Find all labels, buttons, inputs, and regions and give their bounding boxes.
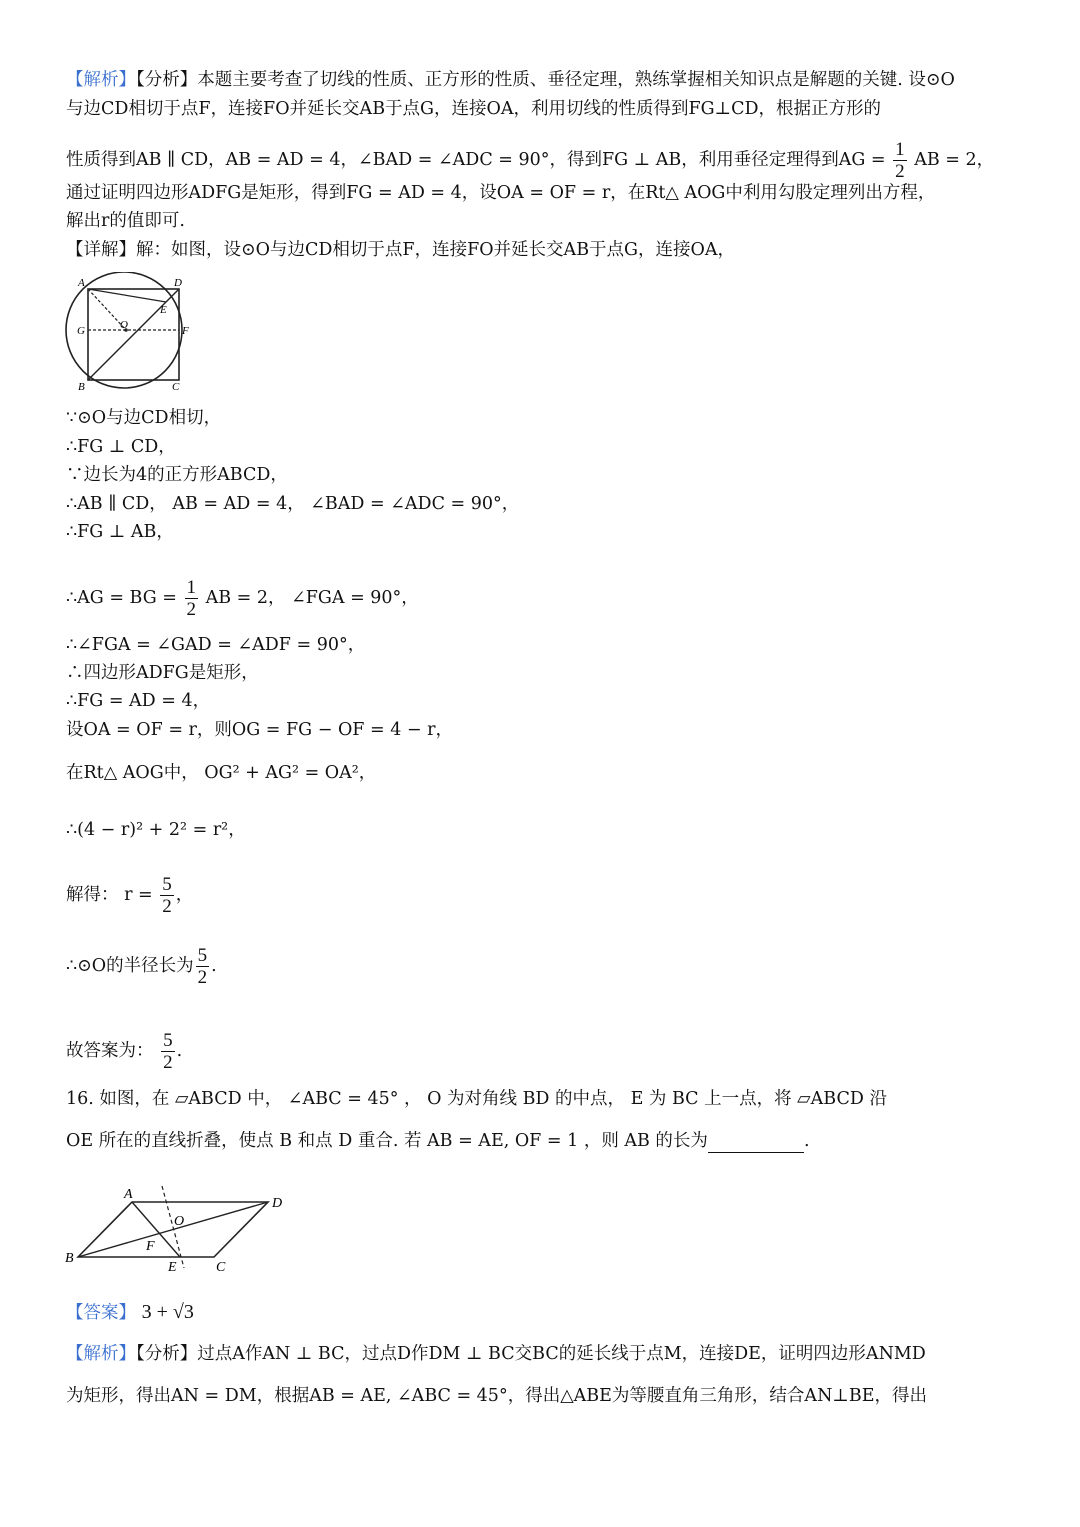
step-14-pre: ∴⊙O的半径长为 [66,956,194,976]
step-12: ∴(4 − r)² + 2² = r²， [66,820,246,840]
label-A: A [78,277,85,289]
answer-16 [66,1300,194,1325]
analysis-label: 【分析】 [136,1344,198,1364]
label-C: C [216,1260,226,1275]
segment-ae [88,289,166,302]
fraction-den: 2 [895,161,905,182]
question-16-end: . [803,1131,810,1151]
answer-tag: 【答案】 [66,1303,136,1323]
step-2: ∴FG ⊥ CD， [66,437,176,457]
analysis-line-4: 通过证明四边形ADFG是矩形，得到FG = AD = 4，设OA = OF = r，在Rt△ AOG中利用勾股定理列出方程， [66,183,936,203]
analysis-text-3-tail: AB = 2， [914,150,995,170]
fraction-num: 1 [895,139,905,160]
detail-text: 解：如图，设⊙O与边CD相切于点F，连接FO并延长交AB于点G，连接OA， [136,240,736,260]
analysis-label: 【分析】 [136,70,198,90]
step-8: ∴四边形ADFG是矩形， [66,663,259,683]
detail-tag: 【详解】 [66,240,136,260]
question-16-line-2 [66,1129,810,1153]
fraction-half-2 [185,577,199,620]
fraction-five-halves [160,874,174,917]
analysis-text-1: 本题主要考查了切线的性质、正方形的性质、垂径定理，熟练掌握相关知识点是解题的关键. 设⊙O [197,70,955,90]
detail-line [66,238,735,262]
analysis-line-1 [66,68,955,92]
analysis-tag: 【解析】 [66,70,136,90]
question-16-text: OE 所在的直线折叠，使点 B 和点 D 重合. 若 AB = AE, OF = 1 ，则 AB 的长为 [66,1131,708,1151]
fraction-five-halves-3 [161,1030,175,1073]
step-5: ∴FG ⊥ AB， [66,522,174,542]
figure-parallelogram [60,1182,300,1276]
fraction-num: 1 [186,577,197,598]
label-G: G [77,325,85,337]
step-14-tail: . [211,956,217,976]
step-14 [66,945,217,988]
step-13-tail: ， [175,885,194,905]
analysis-16-text-1: 过点A作AN ⊥ BC，过点D作DM ⊥ BC交BC的延长线于点M，连接DE，证明四边形ANMD [197,1344,926,1364]
step-6-pre: ∴AG = BG = [66,588,177,608]
step-10: 设OA = OF = r，则OG = FG − OF = 4 − r， [66,720,454,740]
step-13-pre: 解得： r = [66,885,153,905]
step-6 [66,577,419,620]
analysis-line-3 [66,139,994,182]
step-7: ∴∠FGA = ∠GAD = ∠ADF = 90°， [66,635,366,655]
analysis-line-2: 与边CD相切于点F，连接FO并延长交AB于点G，连接OA，利用切线的性质得到FG⊥CD，根据正方形的 [66,99,882,119]
analysis-16-line-1 [66,1342,926,1366]
fraction-den: 2 [163,1052,173,1073]
diagonal-bd [88,289,179,380]
analysis-16-line-2: 为矩形，得出AN = DM，根据AB = AE, ∠ABC = 45°，得出△ABE为等腰直角三角形，结合AN⊥BE，得出 [66,1386,927,1406]
analysis-text-3: 性质得到AB ∥ CD，AB = AD = 4，∠BAD = ∠ADC = 90°，得到FG ⊥ AB，利用垂径定理得到AG = [66,150,886,170]
label-O: O [120,319,128,331]
final-answer-pre: 故答案为： [66,1041,154,1061]
label-D: D [174,277,182,289]
label-E: E [160,304,167,316]
final-answer-tail: . [176,1041,183,1061]
analysis-line-5: 解出r的值即可. [66,211,185,231]
step-6-tail: AB = 2， ∠FGA = 90°， [205,588,419,608]
label-F: F [146,1239,155,1254]
final-answer-15 [66,1030,182,1073]
label-B: B [78,381,85,393]
label-C: C [172,381,180,393]
fraction-den: 2 [197,967,208,988]
analysis-tag: 【解析】 [66,1344,136,1364]
fraction-num: 5 [162,874,172,895]
step-4: ∴AB ∥ CD， AB = AD = 4， ∠BAD = ∠ADC = 90°， [66,494,520,514]
step-9: ∴FG = AD = 4， [66,691,211,711]
label-E: E [168,1260,177,1275]
label-O: O [174,1214,185,1229]
question-16-line-1: 16. 如图，在 ▱ABCD 中， ∠ABC = 45° ， O 为对角线 BD 的中点， E 为 BC 上一点，将 ▱ABCD 沿 [66,1089,887,1109]
fraction-five-halves-2 [196,945,210,988]
figure-square-circle [60,272,200,394]
step-11: 在Rt△ AOG中， OG² + AG² = OA²， [66,763,377,783]
fraction-num: 5 [163,1030,173,1051]
fraction-half [893,139,907,182]
label-B: B [65,1251,74,1266]
step-3: ∵边长为4的正方形ABCD， [66,465,288,485]
step-1: ∵⊙O与边CD相切， [66,408,222,428]
fraction-num: 5 [197,945,208,966]
answer-blank [708,1134,804,1153]
label-F: F [182,325,189,337]
label-D: D [272,1196,283,1211]
label-A: A [124,1187,133,1202]
fraction-den: 2 [162,896,172,917]
fraction-den: 2 [186,599,197,620]
step-13 [66,874,193,917]
answer-value: 3 + √3 [141,1301,194,1323]
